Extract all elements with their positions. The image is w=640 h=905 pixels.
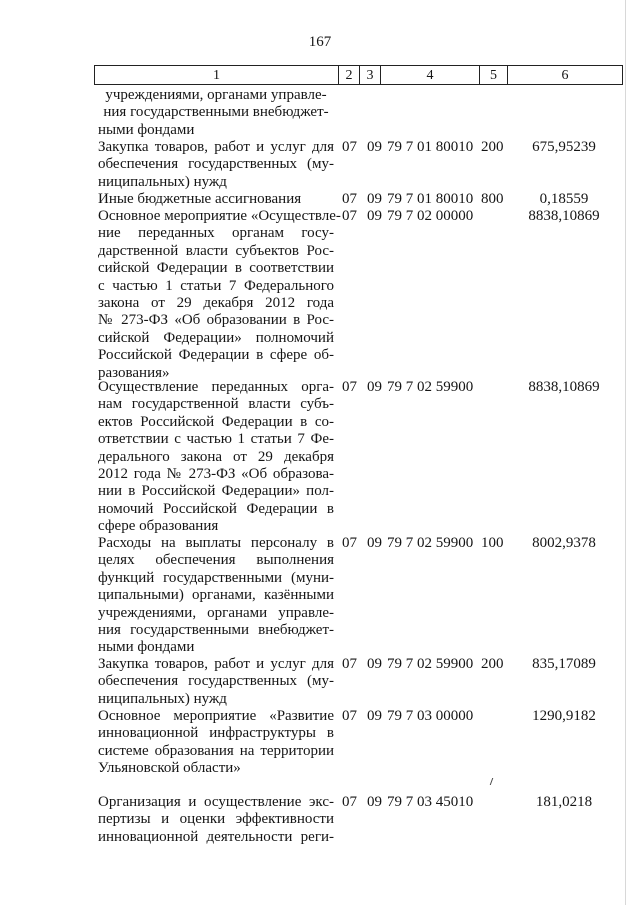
description-line: Закупка товаров, работ и услуг для xyxy=(98,139,334,155)
description-line: сфере образования xyxy=(98,518,219,535)
row-description xyxy=(98,191,334,208)
amount-value: 8838,10869 xyxy=(528,379,600,395)
amount-value: 181,0218 xyxy=(535,794,593,810)
subsection-code: 09 xyxy=(367,794,382,810)
description-line: ными фондами xyxy=(98,121,195,138)
description-line: Иные бюджетные ассигнования xyxy=(98,191,302,207)
expense-type-code: 100 xyxy=(481,535,504,551)
amount-value: 8002,9378 xyxy=(532,535,596,551)
row-description xyxy=(98,656,334,708)
subsection-code: 09 xyxy=(367,656,382,672)
section-code: 07 xyxy=(342,139,357,155)
description-line: ектов Российской Федерации в со- xyxy=(98,413,334,430)
amount-value: 835,17089 xyxy=(532,656,596,672)
description-line: Организация и осуществление экс- xyxy=(98,794,334,810)
subsection-code: 09 xyxy=(367,208,382,224)
section-code: 07 xyxy=(342,708,357,724)
description-line: дерального закона от 29 декабря xyxy=(98,448,334,465)
amount-value: 675,95239 xyxy=(532,139,596,155)
row-description xyxy=(98,379,334,536)
description-line: функций государственными (муни- xyxy=(98,569,334,586)
row-description xyxy=(98,535,334,657)
expense-type-code: 200 xyxy=(481,656,504,672)
subsection-code: 09 xyxy=(367,139,382,155)
scan-edge-line xyxy=(625,0,626,905)
description-line: с частью 1 статьи 7 Федерального xyxy=(98,277,334,294)
page-number: 167 xyxy=(308,34,332,50)
subsection-code: 09 xyxy=(367,535,382,551)
description-line: целях обеспечения выполнения xyxy=(98,552,334,569)
description-line: Расходы на выплаты персоналу в xyxy=(98,535,334,551)
column-header-2: 2 xyxy=(339,66,360,85)
section-code: 07 xyxy=(342,191,357,207)
scan-mark xyxy=(490,778,497,785)
amount-value: 1290,9182 xyxy=(532,708,596,724)
section-code: 07 xyxy=(342,794,357,810)
section-code: 07 xyxy=(342,208,357,224)
description-line: Закупка товаров, работ и услуг для xyxy=(98,656,334,672)
description-line: учреждениями, органами управле- xyxy=(105,87,327,103)
expense-type-code: 800 xyxy=(481,191,504,207)
description-line: Ульяновской области» xyxy=(98,760,241,777)
description-line: сийской Федерации в соответствии xyxy=(98,260,334,277)
amount-value: 8838,10869 xyxy=(528,208,600,224)
description-line: разования» xyxy=(98,364,170,381)
target-article-code: 79 7 01 80010 xyxy=(387,139,474,155)
description-line: ными фондами xyxy=(98,639,195,656)
target-article-code: 79 7 02 59900 xyxy=(387,656,474,672)
description-line: обеспечения государственных (му- xyxy=(98,673,334,690)
description-line: 2012 года № 273-ФЗ «Об образова- xyxy=(98,465,334,482)
description-line: номочий Российской Федерации в xyxy=(98,500,334,517)
description-line: № 273-ФЗ «Об образовании в Рос- xyxy=(98,312,334,329)
target-article-code: 79 7 03 00000 xyxy=(387,708,474,724)
description-line: нам государственной власти субъ- xyxy=(98,396,334,413)
description-line: ниципальных) нужд xyxy=(98,690,227,707)
row-description xyxy=(98,208,341,382)
description-line: ния государственными внебюджет- xyxy=(103,104,329,121)
description-line: ния государственными внебюджет- xyxy=(98,621,334,638)
description-line: Основное мероприятие «Развитие xyxy=(98,708,334,724)
description-line: Осуществление переданных орга- xyxy=(98,379,334,395)
description-line: нии в Российской Федерации» пол- xyxy=(98,483,334,500)
target-article-code: 79 7 01 80010 xyxy=(387,191,474,207)
target-article-code: 79 7 03 45010 xyxy=(387,794,474,810)
subsection-code: 09 xyxy=(367,379,382,395)
description-line: дарственной власти субъектов Рос- xyxy=(98,242,334,259)
description-line: Основное мероприятие «Осуществле- xyxy=(98,208,341,224)
row-description xyxy=(98,794,334,846)
description-line: ние переданных органам госу- xyxy=(98,225,334,242)
description-line: сийской Федерации» полномочий xyxy=(98,329,334,346)
column-header-1: 1 xyxy=(95,66,339,85)
description-line: закона от 29 декабря 2012 года xyxy=(98,294,334,311)
section-code: 07 xyxy=(342,535,357,551)
target-article-code: 79 7 02 00000 xyxy=(387,208,474,224)
target-article-code: 79 7 02 59900 xyxy=(387,535,474,551)
description-line: учреждениями, органами управле- xyxy=(98,604,334,621)
description-line: системе образования на территории xyxy=(98,742,334,759)
description-line: инновационной инфраструктуры в xyxy=(98,725,334,742)
column-header-4: 4 xyxy=(381,66,480,85)
description-line: Российской Федерации в сфере об- xyxy=(98,347,334,364)
description-line: ципальными) органами, казёнными xyxy=(98,587,334,604)
description-line: ответствии с частью 1 статьи 7 Фе- xyxy=(98,431,334,448)
column-header-3: 3 xyxy=(360,66,381,85)
subsection-code: 09 xyxy=(367,191,382,207)
row-description xyxy=(98,708,334,778)
description-line: пертизы и оценки эффективности xyxy=(98,811,334,828)
amount-value: 0,18559 xyxy=(539,191,589,207)
expense-type-code: 200 xyxy=(481,139,504,155)
row-description xyxy=(98,87,334,139)
row-description xyxy=(98,139,334,191)
section-code: 07 xyxy=(342,656,357,672)
section-code: 07 xyxy=(342,379,357,395)
target-article-code: 79 7 02 59900 xyxy=(387,379,474,395)
description-line: ниципальных) нужд xyxy=(98,173,227,190)
subsection-code: 09 xyxy=(367,708,382,724)
description-line: обеспечения государственных (му- xyxy=(98,156,334,173)
column-header-row xyxy=(94,65,623,85)
column-header-5: 5 xyxy=(480,66,508,85)
column-header-6: 6 xyxy=(508,66,623,85)
description-line: инновационной деятельности реги- xyxy=(98,828,334,845)
